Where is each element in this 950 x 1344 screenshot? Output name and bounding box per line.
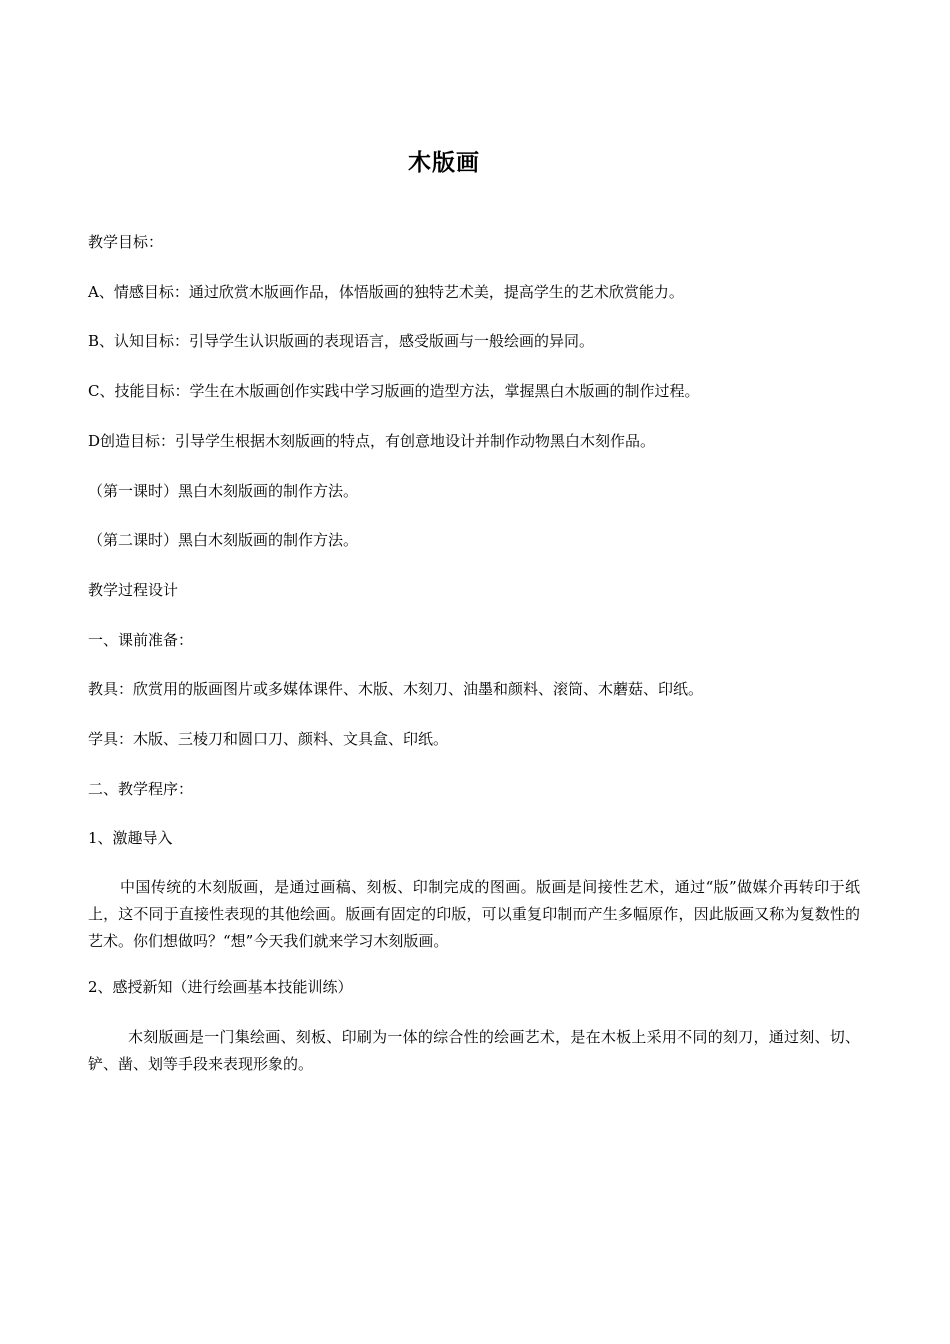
goal-b-cognition: B、认知目标：引导学生认识版画的表现语言，感受版画与一般绘画的异同。 bbox=[88, 332, 595, 350]
lesson-one-note: （第一课时）黑白木刻版画的制作方法。 bbox=[88, 482, 359, 500]
student-tools-line: 学具：木版、三棱刀和圆口刀、颜料、文具盒、印纸。 bbox=[88, 730, 449, 748]
lesson-two-note: （第二课时）黑白木刻版画的制作方法。 bbox=[88, 531, 359, 549]
goal-c-skill: C、技能目标：学生在木版画创作实践中学习版画的造型方法，掌握黑白木版画的制作过程。 bbox=[88, 382, 700, 400]
teaching-goals-heading: 教学目标： bbox=[88, 233, 164, 251]
goal-a-emotion: A、情感目标：通过欣赏木版画作品，体悟版画的独特艺术美，提高学生的艺术欣赏能力。 bbox=[88, 283, 684, 301]
teaching-procedure-heading: 二、教学程序： bbox=[88, 780, 194, 798]
step-one-heading: 1、激趣导入 bbox=[88, 829, 173, 847]
teaching-process-heading: 教学过程设计 bbox=[88, 581, 179, 599]
document-title: 木版画 bbox=[408, 150, 480, 176]
knowledge-paragraph: 木刻版画是一门集绘画、刻板、印刷为一体的综合性的绘画艺术，是在木板上采用不同的刻刀，通过刻、切、铲、凿、划等手段来表现形象的。 bbox=[88, 1028, 860, 1073]
teaching-tools-line: 教具：欣赏用的版画图片或多媒体课件、木版、木刻刀、油墨和颜料、滚筒、木蘑菇、印纸。 bbox=[88, 680, 704, 698]
preparation-heading: 一、课前准备： bbox=[88, 631, 194, 649]
goal-d-creation: D创造目标：引导学生根据木刻版画的特点，有创意地设计并制作动物黑白木刻作品。 bbox=[88, 432, 656, 450]
intro-paragraph: 中国传统的木刻版画，是通过画稿、刻板、印制完成的图画。版画是间接性艺术，通过“版”做媒介再转印于纸上，这不同于直接性表现的其他绘画。版画有固定的印版，可以重复印制而产生多幅原作，因此版画又称为复数性的艺术。你们想做吗？“想”今天我们就来学习木刻版画。 bbox=[88, 878, 860, 950]
step-two-heading: 2、感授新知（进行绘画基本技能训练） bbox=[88, 978, 353, 996]
